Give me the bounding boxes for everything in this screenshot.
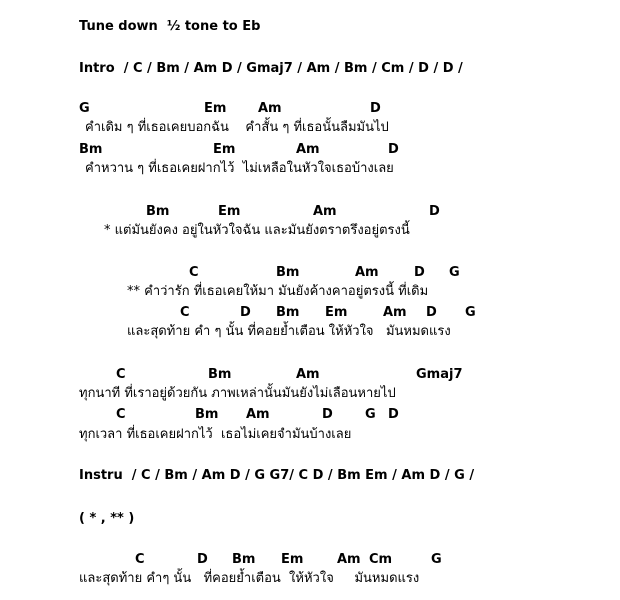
- chord: G: [465, 305, 476, 320]
- chord: C: [180, 305, 190, 320]
- verse2-chord-row-2: [0, 407, 620, 423]
- chorus-chord-row-1: [0, 265, 620, 281]
- chord: D: [322, 407, 333, 422]
- verse1-chord-row-1: [0, 101, 620, 117]
- chord: Bm: [276, 265, 300, 280]
- verse1-lyric-2: คำหวาน ๆ ที่เธอเคยฝากไว้ ไม่เหลือในหัวใจเธอบ้างเลย: [85, 161, 394, 176]
- outro-chord-row: [0, 552, 620, 568]
- outro-lyric: และสุดท้าย คำๆ นั้น ที่คอยย้ำเตือน ให้หัวใจ มันหมดแรง: [79, 571, 420, 586]
- chord: Am: [355, 265, 379, 280]
- chord: G: [79, 101, 90, 116]
- chord: Em: [218, 204, 241, 219]
- chorus-chord-row-2: [0, 305, 620, 321]
- chord: Bm: [208, 367, 232, 382]
- chord: G: [449, 265, 460, 280]
- chord: C: [116, 367, 126, 382]
- chord: D: [429, 204, 440, 219]
- chord: G: [431, 552, 442, 567]
- chord: Am: [246, 407, 270, 422]
- chorus-lyric-1: ** คำว่ารัก ที่เธอเคยให้มา มันยังค้างคาอยู่ตรงนี้ ที่เดิม: [127, 284, 429, 299]
- chord: Bm: [195, 407, 219, 422]
- chord: Am: [383, 305, 407, 320]
- chord: D: [388, 407, 399, 422]
- chord: Am: [337, 552, 361, 567]
- chord: Am: [296, 142, 320, 157]
- chord: D: [240, 305, 251, 320]
- chord: C: [189, 265, 199, 280]
- chord: Em: [325, 305, 348, 320]
- chorus-lyric-2: และสุดท้าย คำ ๆ นั้น ที่คอยย้ำเตือน ให้หัวใจ มันหมดแรง: [127, 324, 451, 339]
- chord: G: [365, 407, 376, 422]
- verse1-lyric-1: คำเดิม ๆ ที่เธอเคยบอกฉัน คำสั้น ๆ ที่เธอนั้นลืมมันไป: [85, 120, 389, 135]
- tuning-note: Tune down ½ tone to Eb: [79, 19, 261, 34]
- chord: D: [426, 305, 437, 320]
- chord: Bm: [232, 552, 256, 567]
- verse2-lyric-2: ทุกเวลา ที่เธอเคยฝากไว้ เธอไม่เคยจำมันบ้างเลย: [79, 427, 352, 442]
- chord: D: [414, 265, 425, 280]
- verse1-chord-row-2: [0, 142, 620, 158]
- prechorus-chord-row: [0, 204, 620, 220]
- chord: Em: [204, 101, 227, 116]
- chord: C: [116, 407, 126, 422]
- instrumental-progression: Instru / C / Bm / Am D / G G7/ C D / Bm Em / Am D / G /: [79, 468, 475, 483]
- chord: D: [388, 142, 399, 157]
- chord: Cm: [369, 552, 393, 567]
- verse2-lyric-1: ทุกนาที ที่เราอยู่ด้วยกัน ภาพเหล่านั้นมันยังไม่เลือนหายไป: [79, 386, 396, 401]
- chord: Am: [296, 367, 320, 382]
- chord: Em: [213, 142, 236, 157]
- verse2-chord-row-1: [0, 367, 620, 383]
- chord: Am: [258, 101, 282, 116]
- chord: Gmaj7: [416, 367, 463, 382]
- chord: Bm: [79, 142, 103, 157]
- chord: C: [135, 552, 145, 567]
- chord: Bm: [276, 305, 300, 320]
- intro-progression: Intro / C / Bm / Am D / Gmaj7 / Am / Bm / Cm / D / D /: [79, 61, 463, 76]
- chord: Bm: [146, 204, 170, 219]
- chord: D: [197, 552, 208, 567]
- chord: D: [370, 101, 381, 116]
- chord: Am: [313, 204, 337, 219]
- repeat-marker: ( * , ** ): [79, 511, 135, 526]
- prechorus-lyric: * แต่มันยังคง อยู่ในหัวใจฉัน และมันยังตราตรึงอยู่ตรงนี้: [104, 223, 410, 238]
- chord: Em: [281, 552, 304, 567]
